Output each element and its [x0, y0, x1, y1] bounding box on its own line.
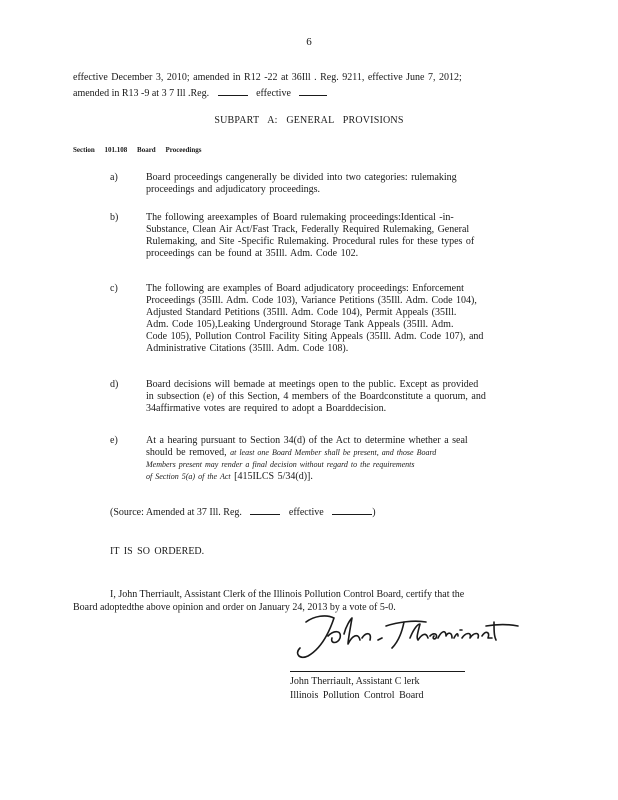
item-b-line-3: Rulemaking, and Site -Specific Rulemaking. Procedural rules for these types of [146, 236, 475, 247]
item-a-label: a) [110, 172, 118, 183]
order-statement: IT IS SO ORDERED. [110, 546, 205, 557]
subpart-heading: SUBPART A: GENERAL PROVISIONS [214, 115, 404, 126]
blank-effective-date [299, 86, 327, 96]
handwritten-signature [286, 608, 536, 668]
intro-line-1: effective December 3, 2010; amended in R12 -22 at 36Ill . Reg. 9211, effective June 7, 2012; [73, 72, 462, 83]
item-b-line-4: proceedings can be found at 35Ill. Adm. Code 102. [146, 248, 359, 259]
item-e-line-2-italic: at least one Board Member shall be present, and those Board [230, 448, 437, 457]
signature-line [290, 671, 465, 672]
item-c-label: c) [110, 283, 118, 294]
item-b-line-2: Substance, Clean Air Act/Fast Track, Federally Required Rulemaking, General [146, 224, 470, 235]
item-e-label: e) [110, 435, 118, 446]
source-note [110, 505, 376, 519]
item-e-line-3: Members present may render a final decision without regard to the requirements [146, 460, 415, 469]
item-e-line-4 [146, 471, 538, 483]
intro-line-2-prefix: amended in R13 -9 at 3 7 Ill .Reg. [73, 88, 210, 99]
item-c-line-5: Code 105), Pollution Control Facility Siting Appeals (35Ill. Adm. Code 107), and [146, 331, 484, 342]
item-a-line-2: proceedings and adjudicatory proceedings. [146, 184, 321, 195]
item-b-text [146, 212, 538, 260]
item-b-line-1: The following areexamples of Board rulemaking proceedings:Identical -in- [146, 212, 454, 223]
item-d-line-1: Board decisions will bemade at meetings open to the public. Except as provided [146, 379, 479, 390]
source-suffix: ) [372, 507, 376, 518]
item-c-line-4: Adm. Code 105),Leaking Underground Storage Tank Appeals (35Ill. Adm. [146, 319, 454, 330]
item-b-label: b) [110, 212, 119, 223]
item-c-line-6: Administrative Citations (35Ill. Adm. Code 108). [146, 343, 349, 354]
item-e-line-1: At a hearing pursuant to Section 34(d) of the Act to determine whether a seal [146, 435, 468, 446]
certification-line-1: I, John Therriault, Assistant Clerk of the Illinois Pollution Control Board, certify that the [110, 589, 465, 600]
item-e-line-2 [146, 447, 538, 459]
section-title: Section 101.108 Board Proceedings [73, 146, 202, 154]
source-prefix: (Source: Amended at 37 Ill. Reg. [110, 507, 242, 518]
blank-source-register [250, 505, 280, 515]
item-e-line-4-italic: of Section 5(a) of the Act [146, 472, 231, 481]
intro-line-2-effective: effective [256, 88, 291, 99]
blank-source-date [332, 505, 372, 515]
signatory-name-title: John Therriault, Assistant C lerk [290, 676, 420, 687]
item-e-line-2-normal: should be removed, [146, 447, 227, 458]
item-d-line-2: in subsection (e) of this Section, 4 members of the Boardconstitute a quorum, and [146, 391, 486, 402]
item-c-line-2: Proceedings (35Ill. Adm. Code 103), Variance Petitions (35Ill. Adm. Code 104), [146, 295, 477, 306]
item-d-text [146, 379, 538, 415]
item-a-line-1: Board proceedings cangenerally be divided into two categories: rulemaking [146, 172, 457, 183]
item-d-line-3: 34affirmative votes are required to adopt a Boarddecision. [146, 403, 387, 414]
item-c-line-1: The following are examples of Board adjudicatory proceedings: Enforcement [146, 283, 464, 294]
item-e-text [146, 435, 538, 483]
item-a-text [146, 172, 538, 196]
intro-line-2 [73, 86, 543, 100]
item-e-line-4-normal: [415ILCS 5/34(d)]. [234, 471, 313, 482]
item-d-label: d) [110, 379, 119, 390]
blank-register-page [218, 86, 248, 96]
page-number: 6 [306, 36, 312, 48]
item-c-text [146, 283, 538, 355]
signatory-organization: Illinois Pollution Control Board [290, 690, 424, 701]
source-effective: effective [288, 507, 324, 518]
item-c-line-3: Adjusted Standard Petitions (35Ill. Adm. Code 104), Permit Appeals (35Ill. [146, 307, 457, 318]
certification-line-2: Board adoptedthe above opinion and order on January 24, 2013 by a vote of 5-0. [73, 602, 396, 613]
